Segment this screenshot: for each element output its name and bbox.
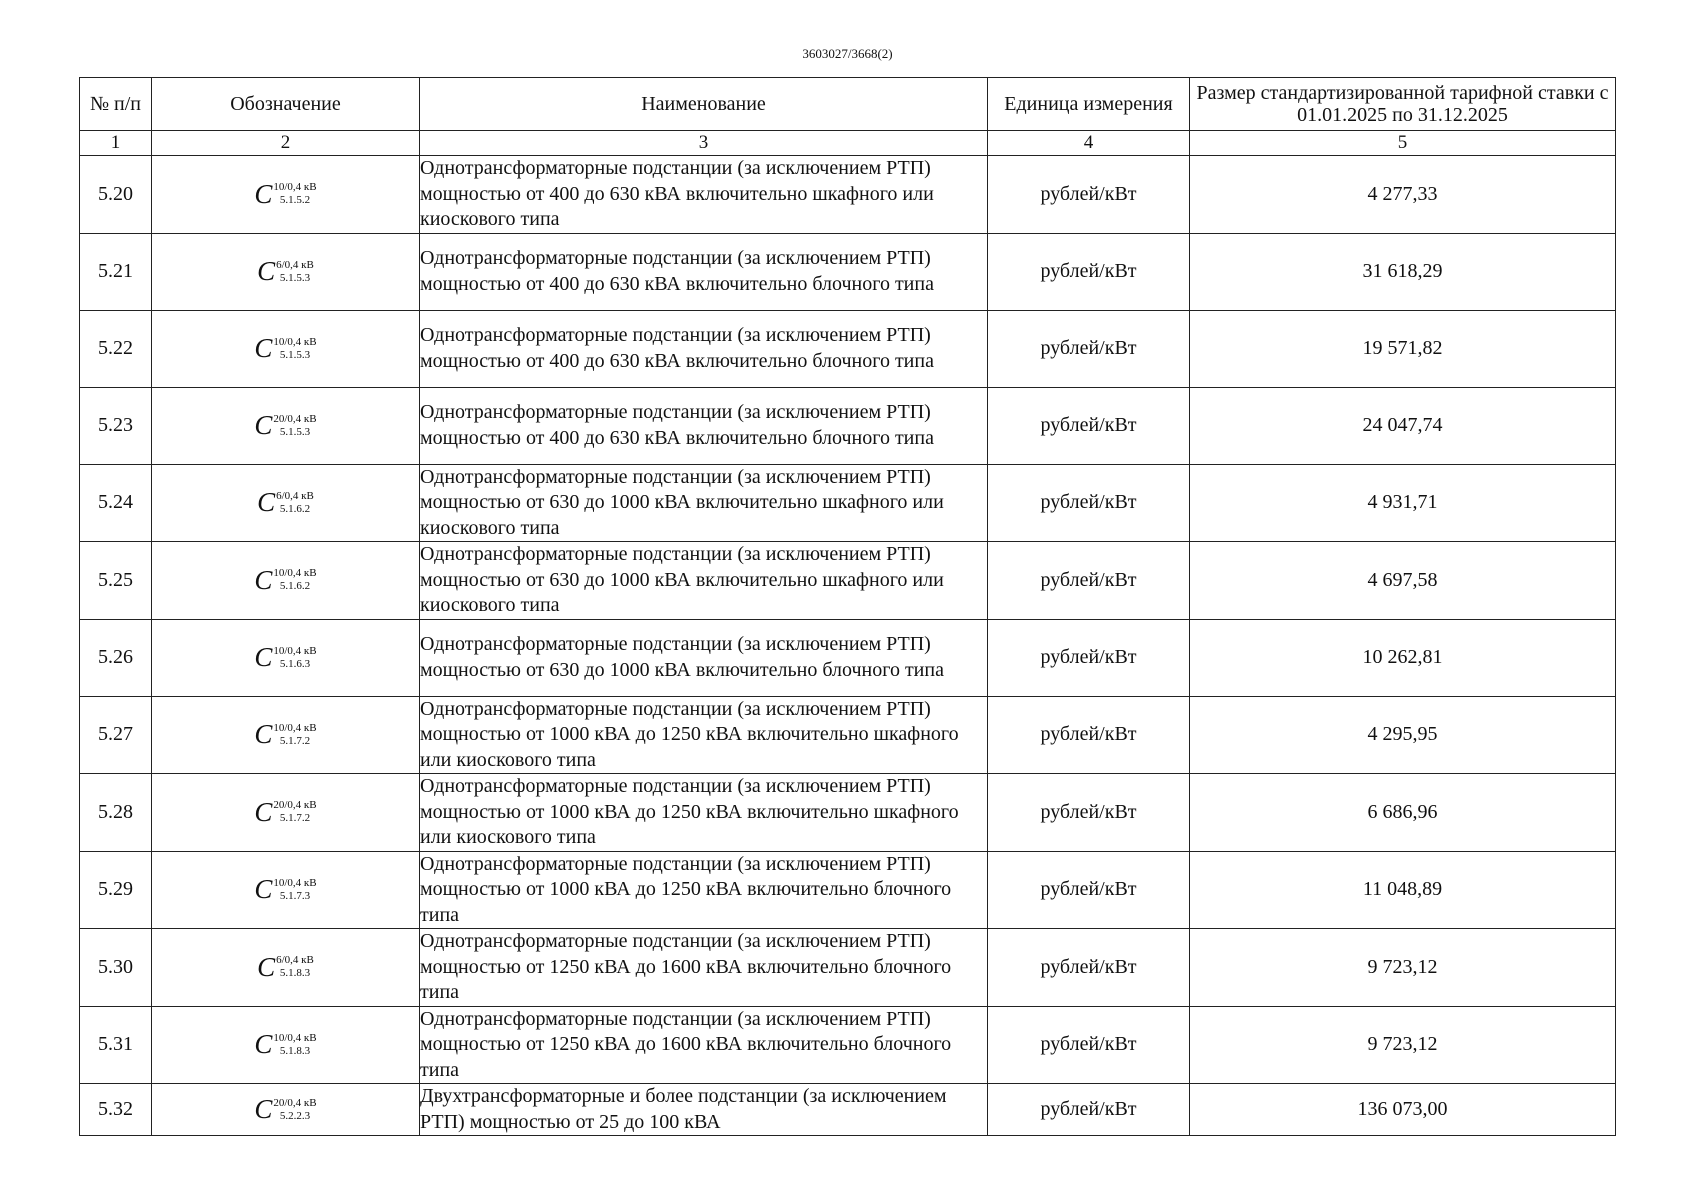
table-row	[80, 310, 1616, 387]
row-number: 5.24	[80, 464, 152, 542]
header-num: № п/п	[80, 78, 152, 131]
row-name: Однотрансформаторные подстанции (за исключением РТП) мощностью от 1000 кВА до 1250 кВА включительно блочного типа	[420, 851, 988, 929]
header-rate: Размер стандартизированной тарифной ставки с 01.01.2025 по 31.12.2025	[1190, 78, 1616, 131]
designation-voltage: 20/0,4 кВ	[273, 799, 317, 812]
table-row	[80, 387, 1616, 464]
row-unit: рублей/кВт	[988, 696, 1190, 774]
row-rate: 31 618,29	[1190, 233, 1616, 310]
row-number: 5.21	[80, 233, 152, 310]
header-unit: Единица измерения	[988, 78, 1190, 131]
table-row	[80, 774, 1616, 852]
row-number: 5.25	[80, 542, 152, 620]
designation-symbol	[254, 335, 316, 362]
tariff-designation	[152, 542, 420, 620]
tariff-designation	[152, 851, 420, 929]
tariff-designation	[152, 387, 420, 464]
table-row	[80, 619, 1616, 696]
designation-letter: C	[254, 642, 273, 672]
designation-code: 5.1.6.3	[279, 657, 311, 670]
designation-voltage: 10/0,4 кВ	[273, 335, 317, 348]
table-row	[80, 929, 1616, 1007]
designation-code: 5.1.8.3	[279, 1044, 311, 1057]
row-name: Двухтрансформаторные и более подстанции (за исключением РТП) мощностью от 25 до 100 кВА	[420, 1084, 988, 1136]
designation-letter: C	[254, 874, 273, 905]
column-number: 1	[80, 131, 152, 156]
row-unit: рублей/кВт	[988, 774, 1190, 852]
designation-voltage: 10/0,4 кВ	[273, 721, 317, 734]
row-name: Однотрансформаторные подстанции (за исключением РТП) мощностью от 1000 кВА до 1250 кВА включительно шкафного или киоскового типа	[420, 774, 988, 852]
row-number: 5.20	[80, 156, 152, 234]
designation-code: 5.1.7.2	[279, 812, 311, 825]
row-rate: 9 723,12	[1190, 1006, 1616, 1084]
designation-code: 5.1.7.3	[279, 889, 311, 902]
designation-symbol	[254, 178, 317, 209]
table-row	[80, 696, 1616, 774]
designation-letter: C	[254, 796, 273, 827]
designation-code: 5.1.6.2	[279, 580, 311, 593]
row-unit: рублей/кВт	[988, 1084, 1190, 1136]
column-number-row	[80, 131, 1616, 156]
row-name: Однотрансформаторные подстанции (за исключением РТП) мощностью от 630 до 1000 кВА включительно блочного типа	[420, 619, 988, 696]
designation-symbol	[254, 721, 316, 748]
designation-letter: C	[254, 1029, 273, 1060]
table-body	[80, 156, 1616, 1136]
row-name: Однотрансформаторные подстанции (за исключением РТП) мощностью от 1250 кВА до 1600 кВА включительно блочного типа	[420, 929, 988, 1007]
row-unit: рублей/кВт	[988, 1006, 1190, 1084]
tariff-designation	[152, 233, 420, 310]
row-rate: 11 048,89	[1190, 851, 1616, 929]
tariff-table	[79, 77, 1616, 1136]
designation-letter: C	[254, 564, 273, 595]
row-number: 5.27	[80, 696, 152, 774]
row-name: Однотрансформаторные подстанции (за исключением РТП) мощностью от 1250 кВА до 1600 кВА включительно блочного типа	[420, 1006, 988, 1084]
row-name: Однотрансформаторные подстанции (за исключением РТП) мощностью от 400 до 630 кВА включительно блочного типа	[420, 233, 988, 310]
table-row	[80, 1006, 1616, 1084]
designation-voltage: 10/0,4 кВ	[273, 1031, 317, 1044]
row-unit: рублей/кВт	[988, 464, 1190, 542]
row-unit: рублей/кВт	[988, 542, 1190, 620]
designation-voltage: 6/0,4 кВ	[276, 258, 314, 271]
row-number: 5.32	[80, 1084, 152, 1136]
header-row	[80, 78, 1616, 131]
designation-code: 5.1.8.3	[279, 967, 311, 980]
tariff-designation	[152, 310, 420, 387]
row-number: 5.30	[80, 929, 152, 1007]
row-rate: 4 697,58	[1190, 542, 1616, 620]
designation-code: 5.1.5.2	[279, 194, 311, 207]
tariff-designation	[152, 929, 420, 1007]
designation-voltage: 20/0,4 кВ	[273, 1096, 317, 1109]
table-row	[80, 464, 1616, 542]
row-unit: рублей/кВт	[988, 233, 1190, 310]
tariff-designation	[152, 156, 420, 234]
row-rate: 4 295,95	[1190, 696, 1616, 774]
designation-code: 5.1.6.2	[279, 502, 311, 515]
column-number: 3	[420, 131, 988, 156]
row-number: 5.22	[80, 310, 152, 387]
row-unit: рублей/кВт	[988, 387, 1190, 464]
header-designation: Обозначение	[152, 78, 420, 131]
designation-letter: C	[254, 178, 273, 209]
tariff-designation	[152, 464, 420, 542]
designation-code: 5.2.2.3	[279, 1109, 311, 1122]
row-name: Однотрансформаторные подстанции (за исключением РТП) мощностью от 630 до 1000 кВА включительно шкафного или киоскового типа	[420, 464, 988, 542]
tariff-designation	[152, 619, 420, 696]
designation-symbol	[254, 876, 316, 903]
designation-letter: C	[257, 487, 276, 518]
row-rate: 136 073,00	[1190, 1084, 1616, 1136]
row-rate: 19 571,82	[1190, 310, 1616, 387]
row-unit: рублей/кВт	[988, 619, 1190, 696]
row-unit: рублей/кВт	[988, 851, 1190, 929]
row-rate: 6 686,96	[1190, 774, 1616, 852]
designation-letter: C	[254, 719, 273, 750]
row-name: Однотрансформаторные подстанции (за исключением РТП) мощностью от 400 до 630 кВА включительно блочного типа	[420, 310, 988, 387]
designation-letter: C	[257, 951, 276, 982]
designation-code: 5.1.5.3	[279, 348, 311, 361]
designation-voltage: 6/0,4 кВ	[276, 954, 314, 967]
designation-symbol	[254, 1096, 316, 1123]
table-row	[80, 233, 1616, 310]
designation-letter: C	[254, 410, 273, 440]
designation-voltage: 6/0,4 кВ	[276, 489, 314, 502]
row-name: Однотрансформаторные подстанции (за исключением РТП) мощностью от 400 до 630 кВА включительно блочного типа	[420, 387, 988, 464]
designation-code: 5.1.5.3	[279, 425, 311, 438]
row-rate: 24 047,74	[1190, 387, 1616, 464]
row-rate: 4 277,33	[1190, 156, 1616, 234]
row-rate: 9 723,12	[1190, 929, 1616, 1007]
column-number: 4	[988, 131, 1190, 156]
document-id: 3603027/3668(2)	[802, 46, 893, 61]
row-name: Однотрансформаторные подстанции (за исключением РТП) мощностью от 1000 кВА до 1250 кВА включительно шкафного или киоскового типа	[420, 696, 988, 774]
tariff-designation	[152, 1006, 420, 1084]
designation-voltage: 10/0,4 кВ	[273, 181, 317, 194]
designation-symbol	[254, 412, 316, 439]
designation-voltage: 10/0,4 кВ	[273, 644, 317, 657]
designation-voltage: 10/0,4 кВ	[273, 876, 317, 889]
row-rate: 10 262,81	[1190, 619, 1616, 696]
designation-letter: C	[254, 333, 273, 363]
designation-symbol	[254, 1031, 316, 1058]
row-number: 5.31	[80, 1006, 152, 1084]
designation-symbol	[254, 644, 316, 671]
row-number: 5.29	[80, 851, 152, 929]
column-number: 2	[152, 131, 420, 156]
designation-code: 5.1.7.2	[279, 734, 311, 747]
row-number: 5.23	[80, 387, 152, 464]
designation-voltage: 20/0,4 кВ	[273, 412, 317, 425]
tariff-designation	[152, 696, 420, 774]
designation-letter: C	[254, 1094, 273, 1124]
designation-code: 5.1.5.3	[279, 271, 311, 284]
tariff-designation	[152, 1084, 420, 1136]
designation-symbol	[254, 564, 317, 595]
row-rate: 4 931,71	[1190, 464, 1616, 542]
designation-symbol	[257, 489, 314, 516]
tariff-designation	[152, 774, 420, 852]
designation-symbol	[257, 258, 314, 285]
table-row	[80, 156, 1616, 234]
table-row	[80, 851, 1616, 929]
row-name: Однотрансформаторные подстанции (за исключением РТП) мощностью от 630 до 1000 кВА включительно шкафного или киоскового типа	[420, 542, 988, 620]
table-row	[80, 1084, 1616, 1136]
row-number: 5.28	[80, 774, 152, 852]
header-name: Наименование	[420, 78, 988, 131]
designation-letter: C	[257, 256, 276, 286]
designation-voltage: 10/0,4 кВ	[273, 567, 317, 580]
row-number: 5.26	[80, 619, 152, 696]
row-name: Однотрансформаторные подстанции (за исключением РТП) мощностью от 400 до 630 кВА включительно шкафного или киоскового типа	[420, 156, 988, 234]
designation-symbol	[257, 951, 314, 982]
row-unit: рублей/кВт	[988, 310, 1190, 387]
row-unit: рублей/кВт	[988, 929, 1190, 1007]
designation-symbol	[254, 796, 317, 827]
column-number: 5	[1190, 131, 1616, 156]
table-row	[80, 542, 1616, 620]
row-unit: рублей/кВт	[988, 156, 1190, 234]
